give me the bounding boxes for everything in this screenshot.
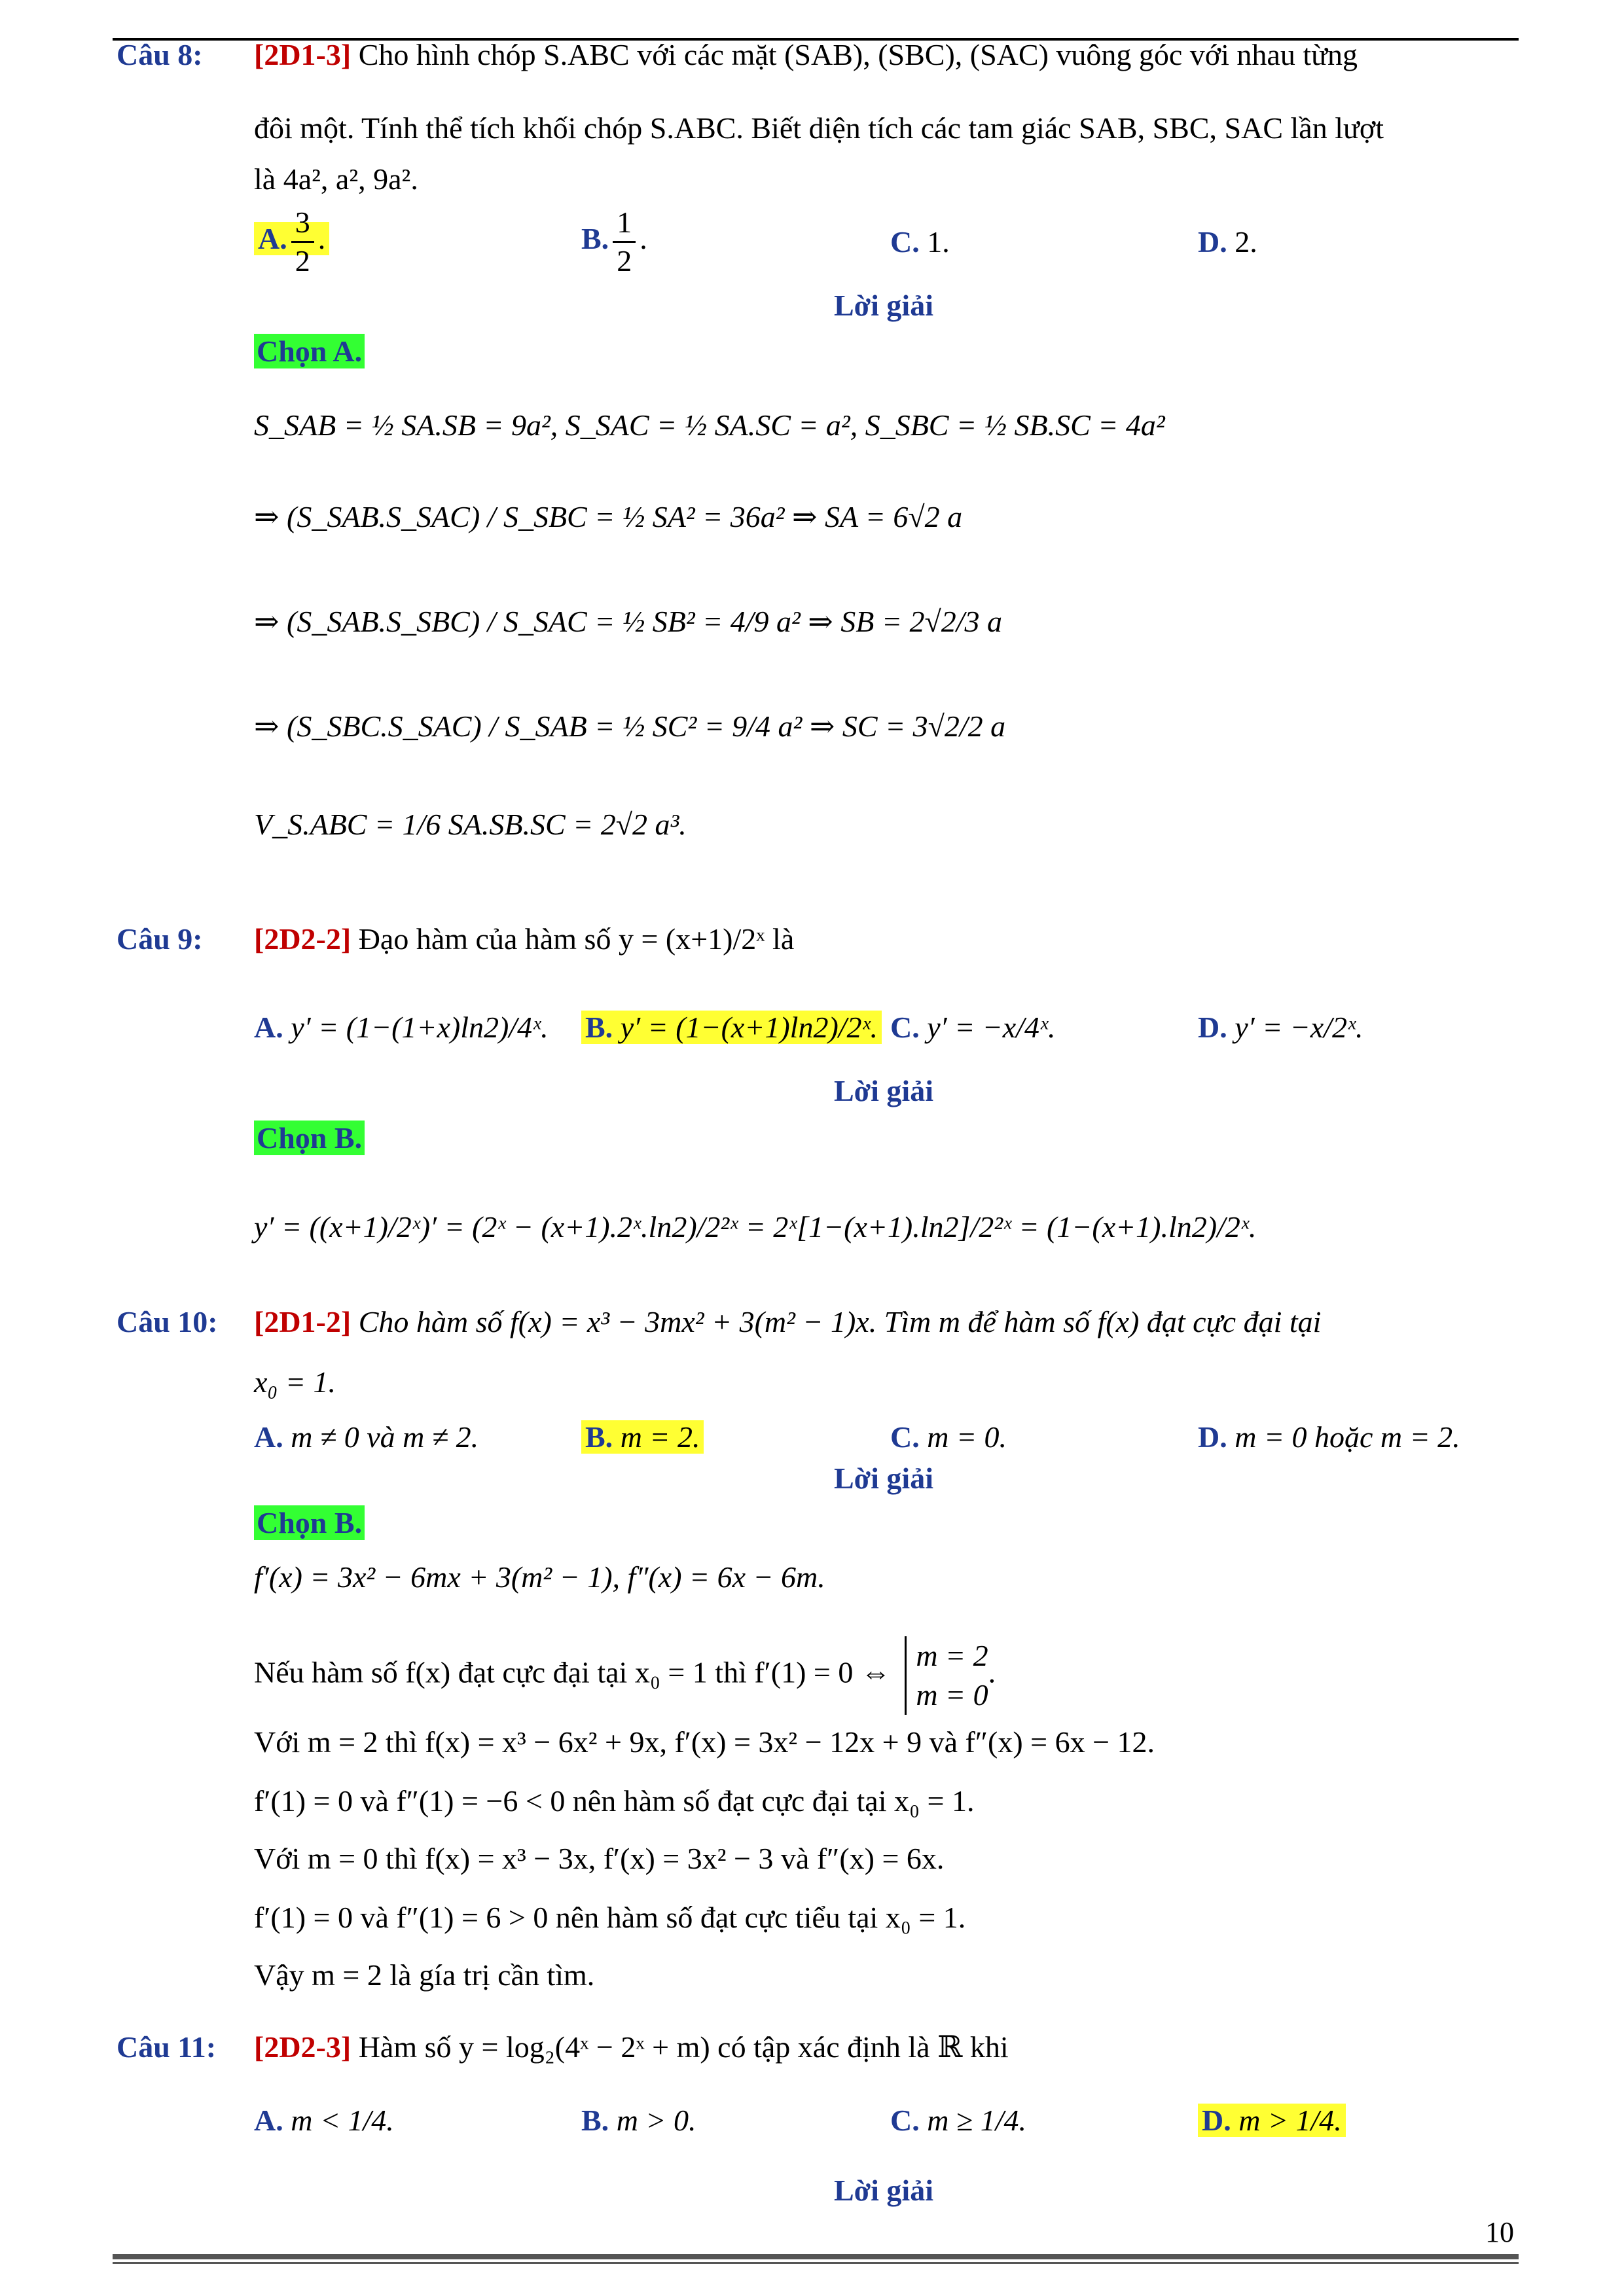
question-11-line1 bbox=[117, 2021, 1009, 2073]
question-9-line1 bbox=[117, 913, 794, 965]
q8-solution-line4: ⇒ (S_SBC.S_SAC) / S_SAB = ½ SC² = 9/4 a² ⇒ SC = 3√2/2 a bbox=[254, 709, 1006, 743]
q9-option-c: C. y′ = −x/4ˣ. bbox=[890, 1011, 1056, 1044]
q10-option-b: B. m = 2. bbox=[581, 1411, 704, 1463]
fraction: $\frac{3}{2}$ bbox=[291, 204, 314, 279]
solution-heading: Lời giải bbox=[834, 2174, 933, 2207]
q8-solution-line3: ⇒ (S_SAB.S_SBC) / S_SAC = ½ SB² = 4/9 a² ⇒ SB = 2√2/3 a bbox=[254, 605, 1002, 638]
question-8-line3: là 4a², a², 9a². bbox=[254, 162, 418, 196]
question-10-line2: x₀ = 1. bbox=[254, 1365, 336, 1399]
question-number: Câu 11: bbox=[117, 2030, 217, 2064]
q10-solution-line1: f′(x) = 3x² − 6mx + 3(m² − 1), f″(x) = 6x − 6m. bbox=[254, 1560, 825, 1594]
q11-option-b: B. m > 0. bbox=[581, 2104, 696, 2137]
q8-solution-line2: ⇒ (S_SAB.S_SAC) / S_SBC = ½ SA² = 36a² ⇒ SA = 6√2 a bbox=[254, 500, 963, 533]
q9-solution-line1: y′ = ((x+1)/2ˣ)′ = (2ˣ − (x+1).2ˣ.ln2)/2²ˣ = 2ˣ[1−(x+1).ln2]/2²ˣ = (1−(x+1).ln2)/2ˣ. bbox=[254, 1210, 1257, 1244]
q8-option-b: B. $\frac{1}{2}$ . bbox=[581, 204, 647, 279]
question-text: Cho hàm số f(x) = x³ − 3mx² + 3(m² − 1)x. Tìm m để hàm số f(x) đạt cực đại tại bbox=[358, 1305, 1322, 1338]
question-text: Cho hình chóp S.ABC với các mặt (SAB), (SBC), (SAC) vuông góc với nhau từng bbox=[358, 38, 1358, 71]
question-tag: [2D1-3] bbox=[254, 38, 352, 71]
question-number: Câu 9: bbox=[117, 922, 203, 956]
q8-solution-line1: S_SAB = ½ SA.SB = 9a², S_SAC = ½ SA.SC = a², S_SBC = ½ SB.SC = 4a² bbox=[254, 408, 1165, 442]
bracket-system: m = 2 m = 0 bbox=[905, 1636, 988, 1715]
q10-option-d: D. m = 0 hoặc m = 2. bbox=[1198, 1420, 1460, 1454]
q10-solution-line3: Với m = 2 thì f(x) = x³ − 6x² + 9x, f′(x) = 3x² − 12x + 9 và f″(x) = 6x − 12. bbox=[254, 1725, 1155, 1759]
q10-solution-line7: Vậy m = 2 là gía trị cần tìm. bbox=[254, 1958, 595, 1992]
question-tag: [2D2-3] bbox=[254, 2030, 352, 2064]
q11-option-c: C. m ≥ 1/4. bbox=[890, 2104, 1026, 2137]
chosen-answer: Chọn B. bbox=[254, 1505, 365, 1540]
question-8-line2: đôi một. Tính thể tích khối chóp S.ABC. Biết diện tích các tam giác SAB, SBC, SAC lần lượt bbox=[254, 111, 1384, 145]
q10-solution-line4: f′(1) = 0 và f″(1) = −6 < 0 nên hàm số đạt cực đại tại x₀ = 1. bbox=[254, 1784, 975, 1818]
question-8-line1 bbox=[117, 29, 1358, 81]
question-tag: [2D2-2] bbox=[254, 922, 352, 956]
q9-option-b: B. y′ = (1−(x+1)ln2)/2ˣ. bbox=[581, 1001, 882, 1054]
q8-solution-line5: V_S.ABC = 1/6 SA.SB.SC = 2√2 a³. bbox=[254, 808, 687, 841]
q9-option-a: A. y′ = (1−(1+x)ln2)/4ˣ. bbox=[254, 1011, 549, 1044]
question-text: Đạo hàm của hàm số y = (x+1)/2ˣ là bbox=[358, 922, 795, 956]
question-10-line1 bbox=[117, 1296, 1321, 1348]
question-number: Câu 8: bbox=[117, 38, 203, 71]
fraction: $\frac{1}{2}$ bbox=[613, 204, 636, 279]
q9-option-d: D. y′ = −x/2ˣ. bbox=[1198, 1011, 1363, 1044]
page-number: 10 bbox=[1485, 2216, 1514, 2248]
solution-heading: Lời giải bbox=[834, 1074, 933, 1107]
chosen-answer: Chọn B. bbox=[254, 1121, 365, 1155]
question-tag: [2D1-2] bbox=[254, 1305, 352, 1338]
solution-heading: Lời giải bbox=[834, 1462, 933, 1495]
q11-option-d: D. m > 1/4. bbox=[1198, 2094, 1346, 2147]
q11-option-a: A. m < 1/4. bbox=[254, 2104, 394, 2137]
bottom-rule-thin bbox=[113, 2262, 1519, 2264]
q10-solution-line6: f′(1) = 0 và f″(1) = 6 > 0 nên hàm số đạt cực tiểu tại x₀ = 1. bbox=[254, 1901, 966, 1934]
q10-solution-line5: Với m = 0 thì f(x) = x³ − 3x, f′(x) = 3x² − 3 và f″(x) = 6x. bbox=[254, 1842, 945, 1875]
q10-option-a: A. m ≠ 0 và m ≠ 2. bbox=[254, 1420, 479, 1454]
q8-option-d: D. 2. bbox=[1198, 225, 1257, 259]
question-number: Câu 10: bbox=[117, 1305, 218, 1338]
chosen-answer: Chọn A. bbox=[254, 334, 365, 368]
q10-solution-line2: Nếu hàm số f(x) đạt cực đại tại x₀ = 1 thì f′(1) = 0 ⇔ m = 2 m = 0 . bbox=[254, 1636, 996, 1715]
question-text: Hàm số y = log₂(4ˣ − 2ˣ + m) có tập xác định là ℝ khi bbox=[358, 2030, 1009, 2064]
q8-option-a: A. $\frac{3}{2}$ . bbox=[254, 204, 329, 279]
q8-option-c: C. 1. bbox=[890, 225, 950, 259]
solution-heading: Lời giải bbox=[834, 289, 933, 322]
bottom-rule bbox=[113, 2254, 1519, 2259]
q10-option-c: C. m = 0. bbox=[890, 1420, 1007, 1454]
